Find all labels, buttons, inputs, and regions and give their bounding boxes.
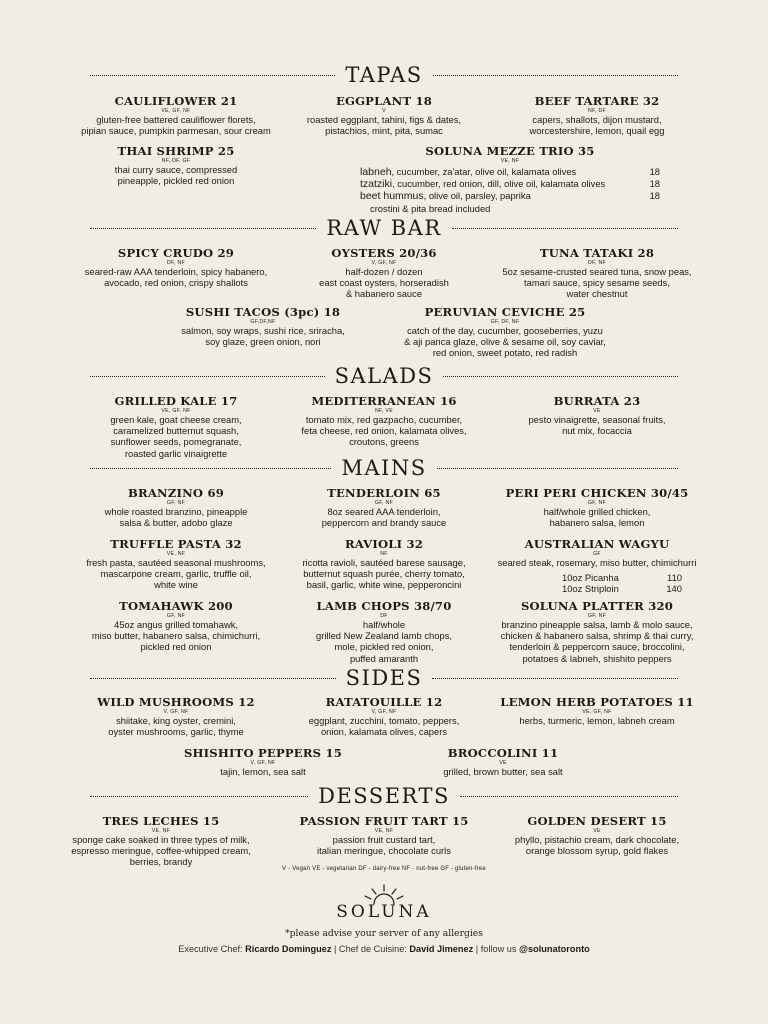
divider (90, 678, 336, 679)
item-tags: GF, NF (587, 613, 607, 619)
wagyu-row (562, 572, 682, 583)
menu-item-sushi-tacos (143, 306, 383, 347)
menu-item-eggplant (264, 95, 504, 136)
item-description: seared steak, rosemary, miso butter, chimichurri (497, 557, 697, 568)
item-description: fresh pasta, sautéed seasonal mushrooms, (86, 557, 266, 568)
item-description: roasted garlic vinaigrette (124, 447, 228, 459)
item-description: potatoes & labneh, shishito peppers (522, 652, 672, 664)
menu-item-mediterranean (264, 395, 504, 448)
item-description: red onion, sweet potato, red radish (432, 347, 578, 359)
divider (443, 376, 678, 377)
menu-item-australian-wagyu (477, 538, 717, 568)
item-description: east coast oysters, horseradish (319, 277, 449, 289)
item-tags: GF, NF (587, 500, 607, 506)
item-name: GOLDEN DESERT 15 (527, 814, 667, 828)
chef-credits (0, 944, 768, 954)
item-name: BRANZINO 69 (128, 486, 224, 500)
item-description: pesto vinaigrette, seasonal fruits, (528, 414, 666, 425)
item-description: capers, shallots, dijon mustard, (532, 114, 662, 125)
mezze-list (360, 166, 660, 214)
section-header-mains (90, 458, 678, 479)
item-name: TRES LECHES 15 (102, 814, 220, 828)
item-description: 5oz sesame-crusted seared tuna, snow peas, (502, 266, 692, 277)
mezze-row (360, 190, 660, 202)
item-description: mascarpone cream, garlic, truffle oil, (100, 568, 252, 580)
mezze-row-text: beet hummus, olive oil, parsley, paprika (360, 190, 531, 203)
item-description: thai curry sauce, compressed (114, 164, 238, 175)
item-description: ricotta ravioli, sautéed barese sausage, (302, 557, 466, 568)
divider (433, 75, 678, 76)
menu-item-thai-shrimp (56, 145, 296, 186)
item-description: 8oz seared AAA tenderloin, (327, 506, 441, 517)
item-tags: VE (593, 828, 601, 834)
menu-item-lemon-herb-potatoes (477, 696, 717, 726)
menu-item-peri-peri-chicken (477, 487, 717, 528)
menu-item-cauliflower (56, 95, 296, 136)
item-tags: GF (593, 551, 601, 557)
item-description: mole, pickled red onion, (334, 641, 434, 653)
item-name: SPICY CRUDO 29 (117, 246, 235, 260)
menu-item-soluna-platter (472, 600, 722, 664)
dietary-legend: V - Vegan VE - vegetarian DF - dairy-free NF - nut-free GF - gluten-free (282, 866, 486, 872)
item-description: grilled, brown butter, sea salt (443, 766, 563, 777)
menu-item-spicy-crudo (56, 247, 296, 288)
menu-item-lamb-chops (264, 600, 504, 664)
item-description: puffed amaranth (349, 652, 419, 664)
item-tags: V (382, 108, 386, 114)
item-description: worcestershire, lemon, quail egg (529, 125, 665, 137)
item-tags: GF, DF, NF (490, 319, 520, 325)
section-header-salads (90, 366, 678, 387)
divider (452, 228, 678, 229)
menu-item-passion-fruit-tart (264, 815, 504, 856)
item-tags: NF, VE (375, 408, 393, 414)
item-name: BEEF TARTARE 32 (534, 94, 660, 108)
chef-de-cuisine-label: | Chef de Cuisine: (331, 944, 410, 954)
item-tags: NF (380, 551, 388, 557)
item-description: catch of the day, cucumber, gooseberries, yuzu (407, 325, 603, 336)
item-description: onion, kalamata olives, capers (320, 726, 448, 738)
mezze-row (360, 178, 660, 190)
item-description: pipian sauce, pumpkin parmesan, sour cream (81, 125, 271, 137)
item-tags: GF, NF (374, 500, 394, 506)
mezze-row-text: labneh, cucumber, za'atar, olive oil, kalamata olives (360, 166, 577, 178)
item-description: orange blossom syrup, gold flakes (525, 845, 669, 857)
item-name: WILD MUSHROOMS 12 (97, 695, 255, 709)
item-description: italian meringue, chocolate curls (317, 845, 451, 857)
item-description: half/whole (362, 619, 406, 630)
item-name: CAULIFLOWER 21 (114, 94, 238, 108)
mezze-row-price: 18 (649, 166, 660, 177)
item-tags: NF, DF (588, 108, 606, 114)
item-tags: V, GF, NF (371, 260, 397, 266)
divider (90, 228, 316, 229)
item-name: OYSTERS 20/36 (331, 246, 437, 260)
menu-item-mezze-trio (362, 145, 658, 164)
item-tags: VE, GF, NF (161, 108, 191, 114)
social-handle: @solunatoronto (519, 944, 590, 954)
menu-item-ravioli (264, 538, 504, 591)
menu-item-golden-desert (477, 815, 717, 856)
item-description: soy glaze, green onion, nori (205, 336, 321, 348)
logo-wordmark: SOLUNA (336, 902, 432, 922)
item-name: PERUVIAN CEVICHE 25 (424, 305, 586, 319)
section-title: TAPAS (345, 63, 423, 87)
item-tags: VE (499, 760, 507, 766)
menu-item-tenderloin (264, 487, 504, 528)
item-description: water chestnut (566, 288, 628, 300)
item-tags: DF (380, 613, 388, 619)
menu-item-tres-leches (41, 815, 281, 868)
item-description: peppercorn and brandy sauce (321, 517, 447, 529)
item-description: feta cheese, red onion, kalamata olives, (301, 425, 467, 437)
menu-item-burrata (477, 395, 717, 436)
divider (432, 678, 678, 679)
mezze-row (360, 166, 660, 178)
item-description: white wine (154, 579, 198, 591)
section-title: DESSERTS (318, 784, 450, 808)
item-name: TENDERLOIN 65 (327, 486, 441, 500)
item-description: basil, garlic, white wine, pepperoncini (306, 579, 462, 591)
item-description: habanero salsa, lemon (549, 517, 645, 529)
menu-item-ratatouille (264, 696, 504, 737)
item-description: salmon, soy wraps, sushi rice, sriracha, (181, 325, 345, 336)
divider (437, 468, 678, 469)
section-header-tapas (90, 65, 678, 86)
item-description: phyllo, pistachio cream, dark chocolate, (514, 834, 680, 845)
section-title: RAW BAR (326, 216, 442, 240)
item-name: RAVIOLI 32 (344, 537, 424, 551)
item-description: & aji panca glaze, olive & sesame oil, soy caviar, (404, 336, 606, 348)
section-header-raw-bar (90, 218, 678, 239)
item-tags: GF,DF,NF (250, 319, 276, 325)
item-name: RATATOUILLE 12 (325, 695, 443, 709)
menu-item-grilled-kale (56, 395, 296, 459)
item-tags: V, GF, NF (163, 709, 189, 715)
item-name: MEDITERRANEAN 16 (311, 394, 457, 408)
item-description: passion fruit custard tart, (332, 834, 436, 845)
menu-item-truffle-pasta (56, 538, 296, 591)
item-name: EGGPLANT 18 (335, 94, 433, 108)
section-title: SIDES (345, 666, 423, 690)
item-name: GRILLED KALE 17 (114, 394, 238, 408)
item-tags: VE, GF, NF (161, 408, 191, 414)
item-tags: VE, NF (151, 828, 171, 834)
item-description: miso butter, habanero salsa, chimichurri, (91, 630, 261, 642)
item-description: green kale, goat cheese cream, (110, 414, 242, 425)
item-description: croutons, greens (349, 436, 419, 448)
item-description: seared-raw AAA tenderloin, spicy habanero, (84, 266, 268, 277)
menu-item-branzino (56, 487, 296, 528)
wagyu-price-list (562, 572, 682, 594)
divider (90, 376, 325, 377)
item-name: AUSTRALIAN WAGYU (524, 537, 670, 551)
item-tags: GF, NF (166, 613, 186, 619)
item-description: tamari sauce, spicy sesame seeds, (524, 277, 670, 289)
item-description: espresso meringue, coffee-whipped cream, (71, 845, 251, 857)
divider (90, 468, 331, 469)
item-name: SUSHI TACOS (3pc) 18 (185, 305, 341, 319)
item-tags: V, GF, NF (371, 709, 397, 715)
mezze-footnote: crostini & pita bread included (370, 202, 491, 214)
follow-label: | follow us (473, 944, 520, 954)
menu-item-oysters (264, 247, 504, 300)
item-description: shiitake, king oyster, cremini, (116, 715, 236, 726)
item-tags: VE, NF (166, 551, 186, 557)
menu-item-beef-tartare (477, 95, 717, 136)
item-description: pickled red onion (140, 641, 212, 653)
item-tags: DF, NF (167, 260, 185, 266)
item-name: SHISHITO PEPPERS 15 (183, 746, 343, 760)
item-name: TUNA TATAKI 28 (539, 246, 655, 260)
chef-de-cuisine-name: David Jimenez (409, 944, 474, 954)
item-name: SOLUNA PLATTER 320 (520, 599, 674, 613)
item-tags: VE, NF (500, 158, 520, 164)
item-tags: GF, NF (166, 500, 186, 506)
menu-item-peruvian-ceviche (370, 306, 640, 359)
item-name: TRUFFLE PASTA 32 (110, 537, 242, 551)
item-tags: VE (593, 408, 601, 414)
item-description: pistachios, mint, pita, sumac (325, 125, 443, 137)
item-tags: V, GF, NF (250, 760, 276, 766)
mezze-row-text: tzatziki, cucumber, red onion, dill, olive oil, kalamata olives (360, 178, 606, 191)
divider (90, 75, 335, 76)
item-description: chicken & habanero salsa, shrimp & thai curry, (500, 630, 694, 642)
item-tags: NF, DF, GF (161, 158, 191, 164)
item-description: pineapple, pickled red onion (117, 175, 235, 187)
item-description: herbs, turmeric, lemon, labneh cream (519, 715, 675, 726)
item-description: butternut squash purée, cherry tomato, (303, 568, 465, 580)
item-description: nut mix, focaccia (562, 425, 632, 437)
item-description: grilled New Zealand lamb chops, (315, 630, 452, 642)
item-description: whole roasted branzino, pineapple (104, 506, 248, 517)
divider (460, 796, 678, 797)
menu-item-shishito-peppers (143, 747, 383, 777)
wagyu-price: 140 (666, 583, 682, 595)
item-description: sponge cake soaked in three types of milk, (72, 834, 250, 845)
item-description: half/whole grilled chicken, (543, 506, 651, 517)
item-name: LEMON HERB POTATOES 11 (500, 695, 694, 709)
item-name: LAMB CHOPS 38/70 (316, 599, 452, 613)
exec-chef-name: Ricardo Dominguez (245, 944, 332, 954)
item-tags: VE, GF, NF (582, 709, 612, 715)
item-name: BURRATA 23 (553, 394, 641, 408)
section-title: MAINS (341, 456, 427, 480)
allergy-notice: *please advise your server of any allergies (285, 928, 483, 939)
item-tags: VE, NF (374, 828, 394, 834)
exec-chef-label: Executive Chef: (178, 944, 246, 954)
item-name: THAI SHRIMP 25 (117, 144, 235, 158)
item-description: avocado, red onion, crispy shallots (104, 277, 248, 289)
item-description: roasted eggplant, tahini, figs & dates, (306, 114, 462, 125)
menu-item-tuna-tataki (477, 247, 717, 300)
wagyu-cut: 10oz Striploin (562, 583, 619, 595)
item-description: half-dozen / dozen (345, 266, 423, 277)
item-description: eggplant, zucchini, tomato, peppers, (308, 715, 460, 726)
item-description: 45oz angus grilled tomahawk, (113, 619, 239, 630)
wagyu-row (562, 583, 682, 594)
wagyu-cut: 10oz Picanha (562, 572, 619, 583)
mezze-row-price: 18 (649, 178, 660, 190)
item-description: salsa & butter, adobo glaze (119, 517, 233, 529)
item-name: BROCCOLINI 11 (447, 746, 559, 760)
item-description: tenderloin & peppercorn sauce, broccolini, (509, 641, 685, 653)
soluna-logo (334, 884, 434, 924)
item-name: SOLUNA MEZZE TRIO 35 (425, 144, 595, 158)
item-description: gluten-free battered cauliflower florets, (96, 114, 256, 125)
item-description: sunflower seeds, pomegranate, (110, 436, 242, 448)
section-header-sides (90, 668, 678, 689)
item-description: caramelized butternut squash, (113, 425, 239, 437)
menu-item-tomahawk (56, 600, 296, 653)
item-description: branzino pineapple salsa, lamb & molo sauce, (501, 619, 693, 630)
item-name: PASSION FRUIT TART 15 (299, 814, 469, 828)
divider (90, 796, 308, 797)
mezze-row-price: 18 (649, 190, 660, 202)
item-name: PERI PERI CHICKEN 30/45 (505, 486, 689, 500)
item-description: oyster mushrooms, garlic, thyme (108, 726, 244, 738)
section-header-desserts (90, 786, 678, 807)
item-description: tomato mix, red gazpacho, cucumber, (305, 414, 463, 425)
section-title: SALADS (334, 364, 434, 388)
item-tags: DF, NF (588, 260, 606, 266)
item-description: tajin, lemon, sea salt (220, 766, 306, 777)
menu-item-broccolini (383, 747, 623, 777)
wagyu-price: 110 (667, 572, 682, 583)
item-name: TOMAHAWK 200 (119, 599, 233, 613)
item-description: berries, brandy (129, 856, 193, 868)
menu-item-wild-mushrooms (56, 696, 296, 737)
item-description: & habanero sauce (345, 288, 423, 300)
